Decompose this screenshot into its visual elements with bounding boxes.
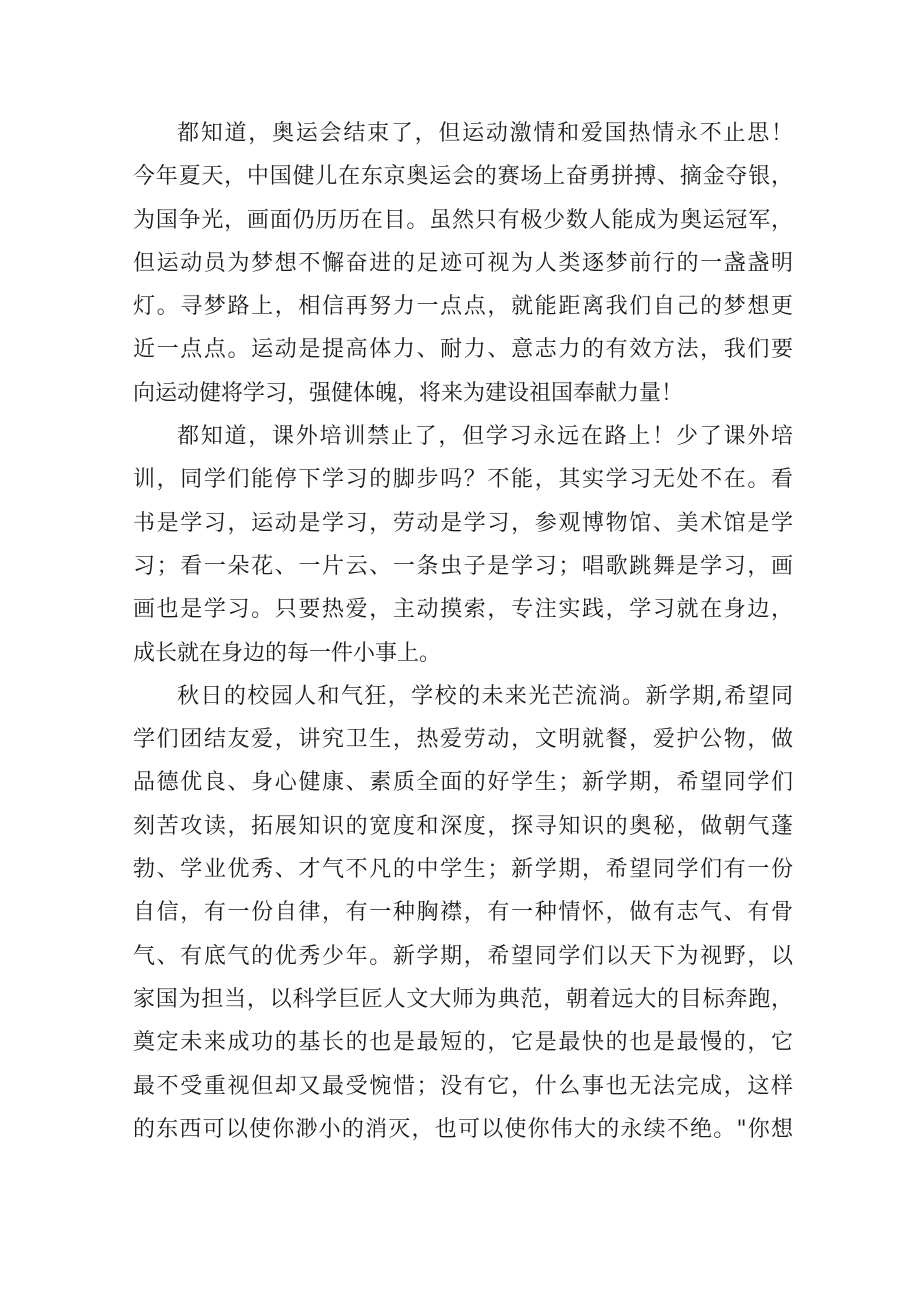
paragraph-3 — [133, 675, 793, 1151]
text-line: 今年夏天，中国健儿在东京奥运会的赛场上奋勇拼搏、摘金夺银， — [133, 164, 793, 190]
document-body — [133, 112, 793, 1151]
text-line: 书是学习，运动是学习，劳动是学习，参观博物馆、美术馆是学 — [133, 510, 793, 536]
text-line: 奠定未来成功的基长的也是最短的，它是最快的也是最慢的，它 — [133, 1030, 793, 1056]
paragraph-1 — [133, 112, 793, 415]
text-line: 的东西可以使你渺小的消灭，也可以使你伟大的永续不绝。"你想 — [133, 1116, 793, 1142]
text-line: 但运动员为梦想不懈奋进的足迹可视为人类逐梦前行的一盏盏明 — [133, 250, 793, 276]
text-line: 最不受重视但却又最受惋惜；没有它，什么事也无法完成，这样 — [133, 1073, 793, 1099]
text-line: 为国争光，画面仍历历在目。虽然只有极少数人能成为奥运冠军， — [133, 207, 793, 233]
text-line: 灯。寻梦路上，相信再努力一点点，就能距离我们自己的梦想更 — [133, 294, 793, 320]
text-line: 成长就在身边的每一件小事上。 — [133, 640, 442, 666]
text-line: 学们团结友爱，讲究卫生，热爱劳动，文明就餐，爱护公物，做 — [133, 727, 793, 753]
text-line: 勃、学业优秀、才气不凡的中学生；新学期，希望同学们有一份 — [133, 857, 793, 883]
text-line: 都知道，课外培训禁止了，但学习永远在路上！少了课外培 — [177, 424, 793, 450]
text-line: 向运动健将学习，强健体魄，将来为建设祖国奉献力量！ — [133, 380, 684, 406]
text-line: 秋日的校园人和气狂，学校的未来光芒流淌。新学期,希望同 — [177, 683, 793, 709]
text-line: 都知道，奥运会结束了，但运动激情和爱国热情永不止思！ — [177, 121, 793, 146]
text-line: 品德优良、身心健康、素质全面的好学生；新学期，希望同学们 — [133, 770, 793, 796]
text-line: 画也是学习。只要热爱，主动摸索，专注实践，学习就在身边， — [133, 597, 793, 623]
text-line: 训，同学们能停下学习的脚步吗？不能，其实学习无处不在。看 — [133, 467, 793, 493]
text-line: 家国为担当，以科学巨匠人文大师为典范，朝着远大的目标奔跑， — [133, 986, 793, 1012]
paragraph-2 — [133, 415, 793, 675]
text-line: 近一点点。运动是提高体力、耐力、意志力的有效方法，我们要 — [133, 337, 793, 363]
text-line: 气、有底气的优秀少年。新学期，希望同学们以天下为视野，以 — [133, 943, 793, 969]
text-line: 习；看一朵花、一片云、一条虫子是学习；唱歌跳舞是学习，画 — [133, 553, 793, 579]
text-line: 刻苦攻读，拓展知识的宽度和深度，探寻知识的奥秘，做朝气蓬 — [133, 813, 793, 839]
text-line: 自信，有一份自律，有一种胸襟，有一种情怀，做有志气、有骨 — [133, 900, 793, 926]
